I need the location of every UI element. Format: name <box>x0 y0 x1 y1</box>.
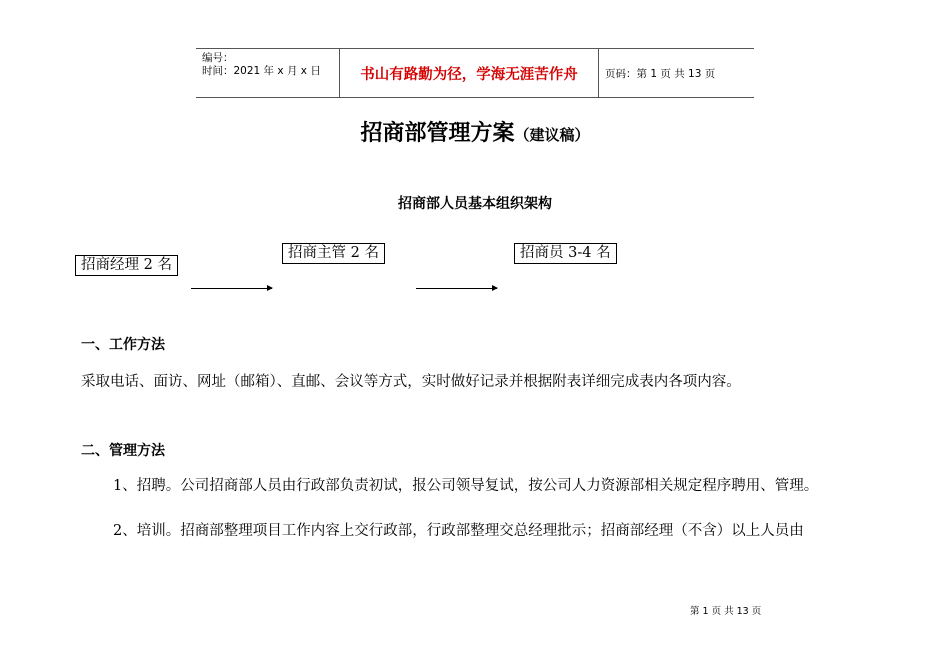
org-box-manager: 招商经理 2 名 <box>75 255 178 276</box>
section-paragraph: 采取电话、面访、网址（邮箱）、直邮、会议等方式，实时做好记录并根据附表详细完成表内各项内容。 <box>81 374 741 390</box>
page-footer: 第 1 页 共 13 页 <box>690 606 762 617</box>
org-chart-heading: 招商部人员基本组织架构 <box>398 196 552 212</box>
section-paragraph: 2、培训。招商部整理项目工作内容上交行政部，行政部整理交总经理批示；招商部经理（不含）以上人员由 <box>113 523 804 539</box>
header-page-info: 页码：第 1 页 共 13 页 <box>605 67 716 80</box>
header-meta <box>196 49 339 97</box>
document-title-sub: （建议稿） <box>514 126 590 144</box>
header-number-label: 编号： <box>202 52 234 64</box>
org-box-supervisor: 招商主管 2 名 <box>282 243 385 264</box>
section-heading-management-method: 二、管理方法 <box>81 443 165 459</box>
document-title <box>0 116 950 147</box>
org-arrow-2 <box>416 288 497 289</box>
section-heading-work-method: 一、工作方法 <box>81 337 165 353</box>
org-box-staff: 招商员 3-4 名 <box>514 243 617 264</box>
section-paragraph: 1、招聘。公司招商部人员由行政部负责初试，报公司领导复试，按公司人力资源部相关规定程序聘用、管理。 <box>113 478 819 494</box>
document-title-main: 招商部管理方案 <box>360 120 515 146</box>
org-arrow-1 <box>191 288 272 289</box>
header-motto: 书山有路勤为径，学海无涯苦作舟 <box>339 49 599 97</box>
page-header <box>196 48 754 98</box>
header-time-label: 时间：2021 年 x 月 x 日 <box>202 65 321 77</box>
